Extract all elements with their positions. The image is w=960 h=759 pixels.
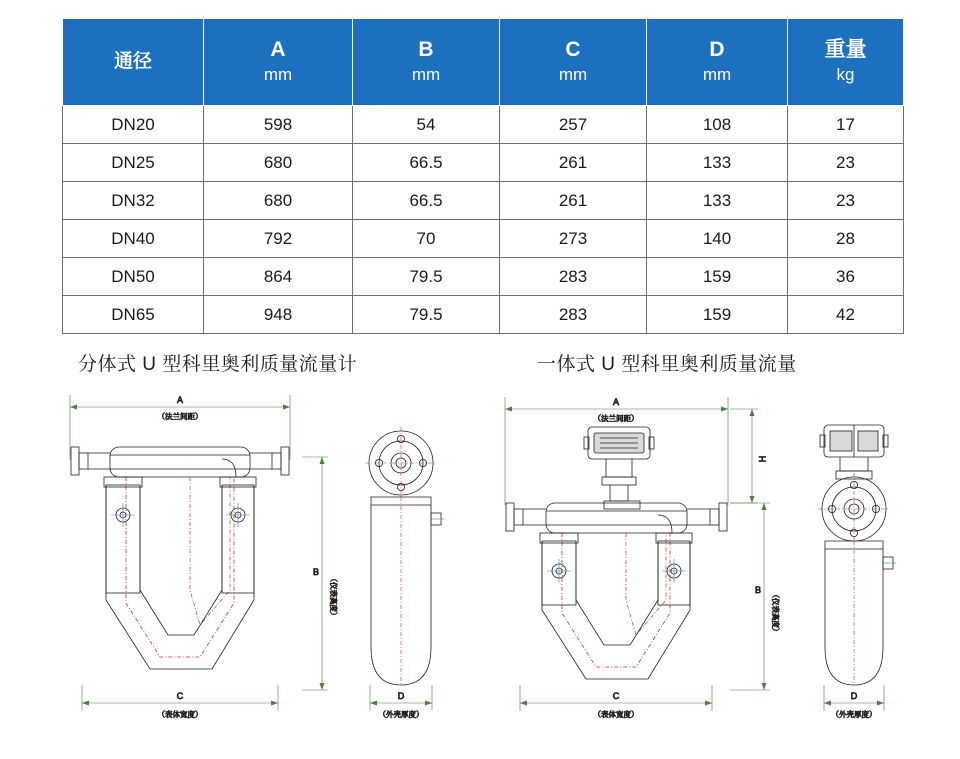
cell-c: 283: [500, 296, 647, 334]
cell-b: 66.5: [353, 182, 500, 220]
transmitter-head-side: [820, 425, 888, 479]
cell-c: 257: [500, 106, 647, 144]
cell-d: 159: [647, 258, 788, 296]
table-row: [63, 258, 904, 296]
label-a-note-left: （法兰间距）: [157, 412, 203, 421]
table-row: [63, 220, 904, 258]
table-header-row: [63, 19, 904, 106]
table-header-cell-2: [353, 19, 500, 106]
cell-d: 108: [647, 106, 788, 144]
label-h-right: H: [757, 455, 767, 463]
caption-integrated-type: 一体式 U 型科里奥利质量流量: [537, 354, 797, 375]
header-sub-1: mm: [263, 65, 293, 84]
cell-weight: 28: [788, 220, 904, 258]
cell-a: 792: [204, 220, 353, 258]
label-b-right: B: [754, 585, 762, 595]
cell-b: 66.5: [353, 144, 500, 182]
cell-d: 159: [647, 296, 788, 334]
table-header-cell-4: [647, 19, 788, 106]
header-main-5: 重量: [824, 38, 867, 61]
header-sub-3: mm: [558, 65, 588, 84]
cell-c: 261: [500, 182, 647, 220]
cell-dn: DN40: [63, 220, 204, 258]
table-row: [63, 182, 904, 220]
cell-d: 140: [647, 220, 788, 258]
cell-dn: DN65: [63, 296, 204, 334]
label-b-left: B: [312, 567, 320, 577]
label-c-left: C: [176, 691, 184, 701]
label-d-left: D: [397, 691, 405, 701]
cell-dn: DN20: [63, 106, 204, 144]
header-main-3: C: [565, 38, 581, 61]
label-c-note-left: （表体宽度）: [157, 710, 203, 719]
label-c-note-right: （表体宽度）: [593, 710, 639, 719]
header-main-0: 通径: [113, 51, 152, 72]
cell-weight: 23: [788, 182, 904, 220]
cell-dn: DN32: [63, 182, 204, 220]
table-row: [63, 296, 904, 334]
label-b-note-left: （仪表高度）: [329, 574, 338, 620]
header-sub-4: mm: [702, 65, 732, 84]
caption-separate-type: 分体式 U 型科里奥利质量流量计: [78, 354, 358, 375]
specification-table-container: [62, 18, 897, 334]
label-a-right: A: [612, 397, 620, 407]
cell-a: 598: [204, 106, 353, 144]
cell-b: 70: [353, 220, 500, 258]
transmitter-head-front: [584, 427, 654, 501]
cell-a: 948: [204, 296, 353, 334]
table-header-cell-1: [204, 19, 353, 106]
header-main-1: A: [270, 38, 286, 61]
cell-a: 680: [204, 182, 353, 220]
table-header-cell-0: [63, 19, 204, 106]
cell-c: 283: [500, 258, 647, 296]
specification-table: [62, 18, 904, 334]
label-b-note-right: （仪表高度）: [771, 590, 780, 636]
label-a-note-right: （法兰间距）: [593, 414, 639, 423]
drawing-separate-type: [40, 385, 460, 745]
cell-weight: 42: [788, 296, 904, 334]
cell-dn: DN50: [63, 258, 204, 296]
cell-d: 133: [647, 182, 788, 220]
label-c-right: C: [612, 691, 620, 701]
label-d-right: D: [850, 691, 858, 701]
cell-b: 79.5: [353, 258, 500, 296]
table-body: [63, 106, 904, 334]
cell-weight: 17: [788, 106, 904, 144]
header-main-4: D: [709, 38, 725, 61]
table-row: [63, 144, 904, 182]
drawing-integrated-type: [480, 385, 940, 745]
cell-b: 54: [353, 106, 500, 144]
cell-a: 680: [204, 144, 353, 182]
header-main-2: B: [418, 38, 434, 61]
cell-d: 133: [647, 144, 788, 182]
cell-b: 79.5: [353, 296, 500, 334]
cell-a: 864: [204, 258, 353, 296]
table-header-cell-5: [788, 19, 904, 106]
cell-c: 273: [500, 220, 647, 258]
cell-c: 261: [500, 144, 647, 182]
cell-dn: DN25: [63, 144, 204, 182]
header-sub-5: kg: [836, 65, 855, 84]
table-head: [63, 19, 904, 106]
label-d-note-left: （外壳厚度）: [378, 710, 424, 719]
table-row: [63, 106, 904, 144]
cell-weight: 23: [788, 144, 904, 182]
label-a-left: A: [176, 395, 184, 405]
header-sub-2: mm: [411, 65, 441, 84]
table-header-cell-3: [500, 19, 647, 106]
cell-weight: 36: [788, 258, 904, 296]
label-d-note-right: （外壳厚度）: [831, 710, 877, 719]
